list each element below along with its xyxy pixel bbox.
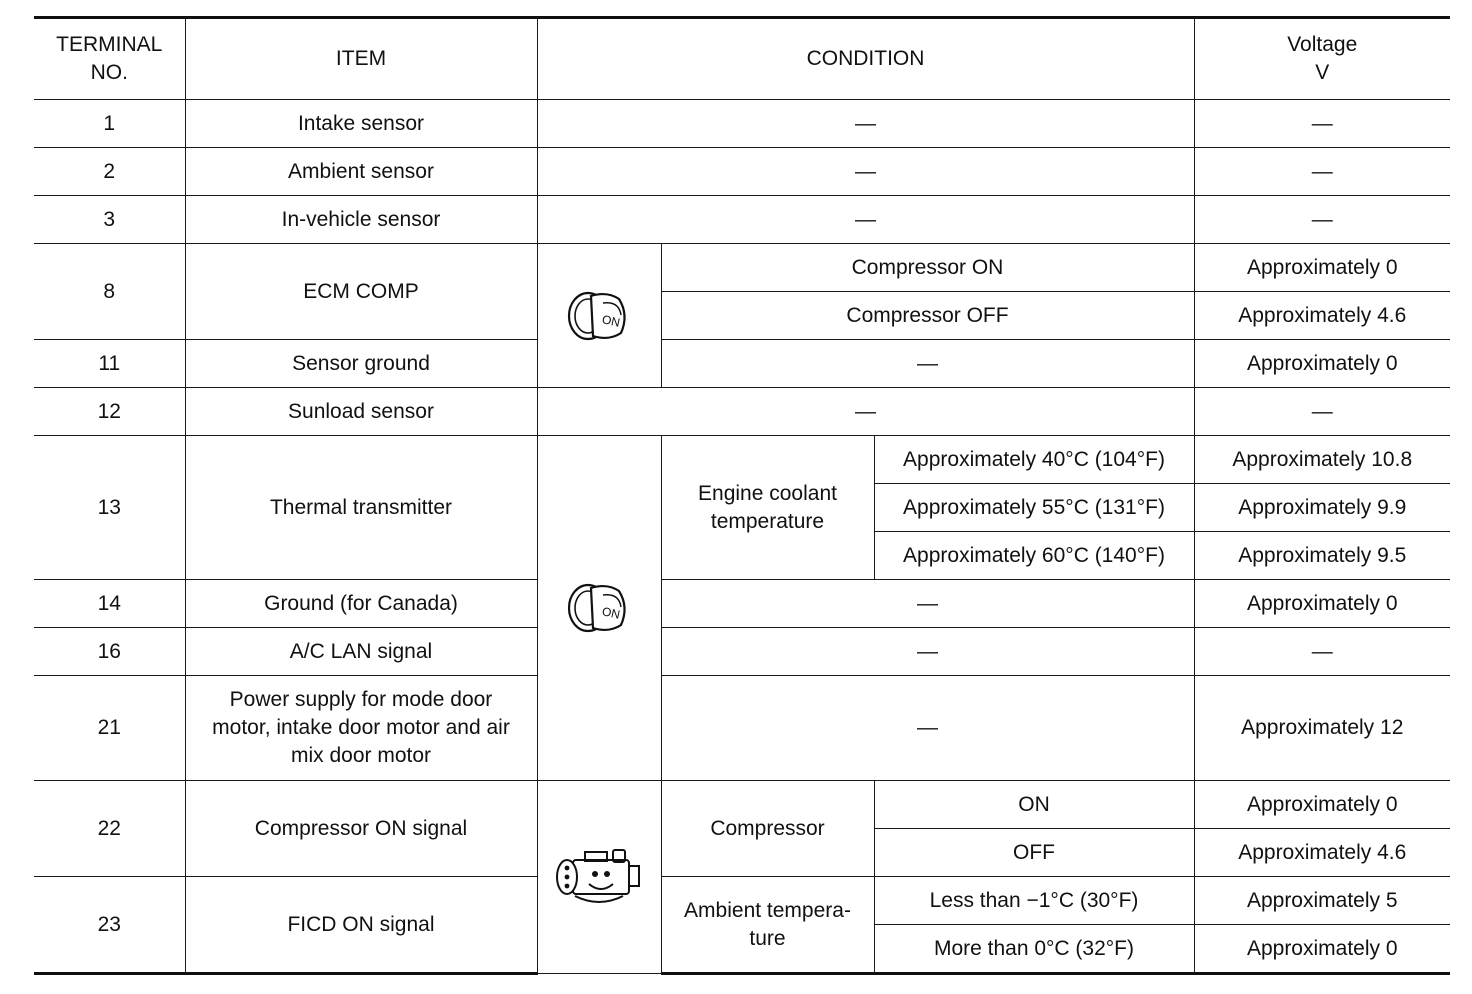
terminal-no: 3 bbox=[34, 196, 185, 244]
voltage: Approximately 0 bbox=[1194, 340, 1450, 388]
terminal-no: 12 bbox=[34, 388, 185, 436]
item-name: Sunload sensor bbox=[185, 388, 537, 436]
item-name: Thermal transmitter bbox=[185, 436, 537, 580]
condition-group: Compressor bbox=[661, 781, 874, 877]
terminal-no: 2 bbox=[34, 148, 185, 196]
svg-text:ON: ON bbox=[600, 311, 622, 330]
ignition-key-on-icon bbox=[563, 577, 635, 639]
table-row bbox=[34, 388, 1450, 436]
ignition-key-on-icon-cell bbox=[537, 244, 661, 388]
condition: — bbox=[537, 388, 1194, 436]
voltage: — bbox=[1194, 628, 1450, 676]
condition: OFF bbox=[874, 829, 1194, 877]
voltage-header bbox=[1194, 18, 1450, 100]
voltage: Approximately 5 bbox=[1194, 877, 1450, 925]
ignition-key-on-icon bbox=[563, 285, 635, 347]
terminal-no: 1 bbox=[34, 100, 185, 148]
voltage: — bbox=[1194, 148, 1450, 196]
table-row bbox=[34, 340, 1450, 388]
condition-group: Ambient tempera- ture bbox=[661, 877, 874, 974]
table-row bbox=[34, 436, 1450, 484]
engine-running-icon-cell bbox=[537, 781, 661, 974]
table-row bbox=[34, 244, 1450, 292]
terminal-no: 23 bbox=[34, 877, 185, 974]
terminal-voltage-table bbox=[34, 16, 1450, 975]
condition-header: CONDITION bbox=[537, 18, 1194, 100]
voltage: Approximately 4.6 bbox=[1194, 829, 1450, 877]
item-name: Intake sensor bbox=[185, 100, 537, 148]
terminal-no: 11 bbox=[34, 340, 185, 388]
condition: — bbox=[537, 148, 1194, 196]
condition: ON bbox=[874, 781, 1194, 829]
condition: Compressor OFF bbox=[661, 292, 1194, 340]
condition: Less than −1°C (30°F) bbox=[874, 877, 1194, 925]
voltage: Approximately 0 bbox=[1194, 580, 1450, 628]
condition: — bbox=[537, 100, 1194, 148]
voltage-header-unit: V bbox=[1315, 61, 1330, 84]
item-name: A/C LAN signal bbox=[185, 628, 537, 676]
engine-running-icon bbox=[551, 842, 647, 912]
table-row bbox=[34, 628, 1450, 676]
table-row bbox=[34, 877, 1450, 925]
item-name: In-vehicle sensor bbox=[185, 196, 537, 244]
voltage: Approximately 10.8 bbox=[1194, 436, 1450, 484]
terminal-no-header: TERMINAL NO. bbox=[34, 18, 185, 100]
voltage: Approximately 12 bbox=[1194, 676, 1450, 781]
terminal-no: 8 bbox=[34, 244, 185, 340]
voltage: — bbox=[1194, 388, 1450, 436]
condition: — bbox=[537, 196, 1194, 244]
table-row bbox=[34, 148, 1450, 196]
condition: Approximately 40°C (104°F) bbox=[874, 436, 1194, 484]
condition-group: Engine coolant temperature bbox=[661, 436, 874, 580]
table-row bbox=[34, 100, 1450, 148]
item-name: Power supply for mode door motor, intake door motor and air mix door motor bbox=[185, 676, 537, 781]
condition: — bbox=[661, 340, 1194, 388]
terminal-no: 22 bbox=[34, 781, 185, 877]
item-name: ECM COMP bbox=[185, 244, 537, 340]
condition: — bbox=[661, 676, 1194, 781]
item-name: Sensor ground bbox=[185, 340, 537, 388]
item-name: Ground (for Canada) bbox=[185, 580, 537, 628]
ignition-key-on-icon-cell bbox=[537, 436, 661, 781]
voltage: Approximately 4.6 bbox=[1194, 292, 1450, 340]
item-name: FICD ON signal bbox=[185, 877, 537, 974]
voltage: Approximately 9.9 bbox=[1194, 484, 1450, 532]
voltage: — bbox=[1194, 100, 1450, 148]
voltage-header-label: Voltage bbox=[1287, 33, 1358, 56]
terminal-no: 21 bbox=[34, 676, 185, 781]
item-header: ITEM bbox=[185, 18, 537, 100]
item-name: Compressor ON signal bbox=[185, 781, 537, 877]
table-row bbox=[34, 196, 1450, 244]
condition: — bbox=[661, 580, 1194, 628]
voltage: Approximately 0 bbox=[1194, 925, 1450, 974]
condition: — bbox=[661, 628, 1194, 676]
terminal-no: 14 bbox=[34, 580, 185, 628]
terminal-no: 16 bbox=[34, 628, 185, 676]
table-row bbox=[34, 781, 1450, 829]
voltage: Approximately 0 bbox=[1194, 781, 1450, 829]
voltage: Approximately 9.5 bbox=[1194, 532, 1450, 580]
voltage: — bbox=[1194, 196, 1450, 244]
voltage: Approximately 0 bbox=[1194, 244, 1450, 292]
condition: Compressor ON bbox=[661, 244, 1194, 292]
svg-text:ON: ON bbox=[600, 604, 622, 622]
item-name: Ambient sensor bbox=[185, 148, 537, 196]
header-row bbox=[34, 18, 1450, 100]
condition: Approximately 60°C (140°F) bbox=[874, 532, 1194, 580]
condition: Approximately 55°C (131°F) bbox=[874, 484, 1194, 532]
table-row bbox=[34, 580, 1450, 628]
condition: More than 0°C (32°F) bbox=[874, 925, 1194, 974]
table-row bbox=[34, 676, 1450, 781]
terminal-no: 13 bbox=[34, 436, 185, 580]
